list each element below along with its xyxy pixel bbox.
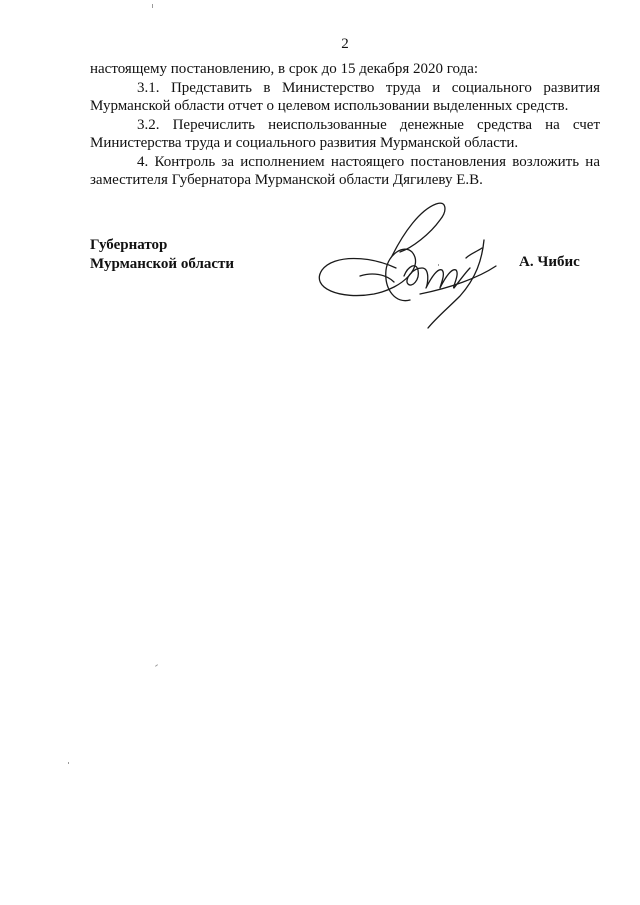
scan-speck [438, 264, 439, 266]
signatory-title [90, 236, 234, 273]
page-number: 2 [341, 36, 349, 52]
paragraph-4: 4. Контроль за исполнением настоящего постановления возложить на заместителя Губернатора Мурманской области Дягилеву Е.В. [90, 153, 600, 188]
scan-speck [68, 762, 69, 764]
scan-speck [152, 4, 153, 8]
paragraph-continuation: настоящему постановлению, в срок до 15 декабря 2020 года: [90, 61, 479, 77]
signatory-name: А. Чибис [519, 254, 580, 270]
paragraph-3-2: 3.2. Перечислить неиспользованные денежные средства на счет Министерства труда и социального развития Мурманской области. [90, 116, 600, 151]
scan-speck [155, 664, 158, 667]
handwritten-signature [300, 196, 520, 336]
paragraph-3-1: 3.1. Представить в Министерство труда и социального развития Мурманской области отчет о целевом использовании выделенных средств. [90, 79, 600, 114]
document-body [90, 60, 600, 190]
signatory-title-line1: Губернатор [90, 237, 168, 253]
signatory-title-line2: Мурманской области [90, 255, 235, 272]
